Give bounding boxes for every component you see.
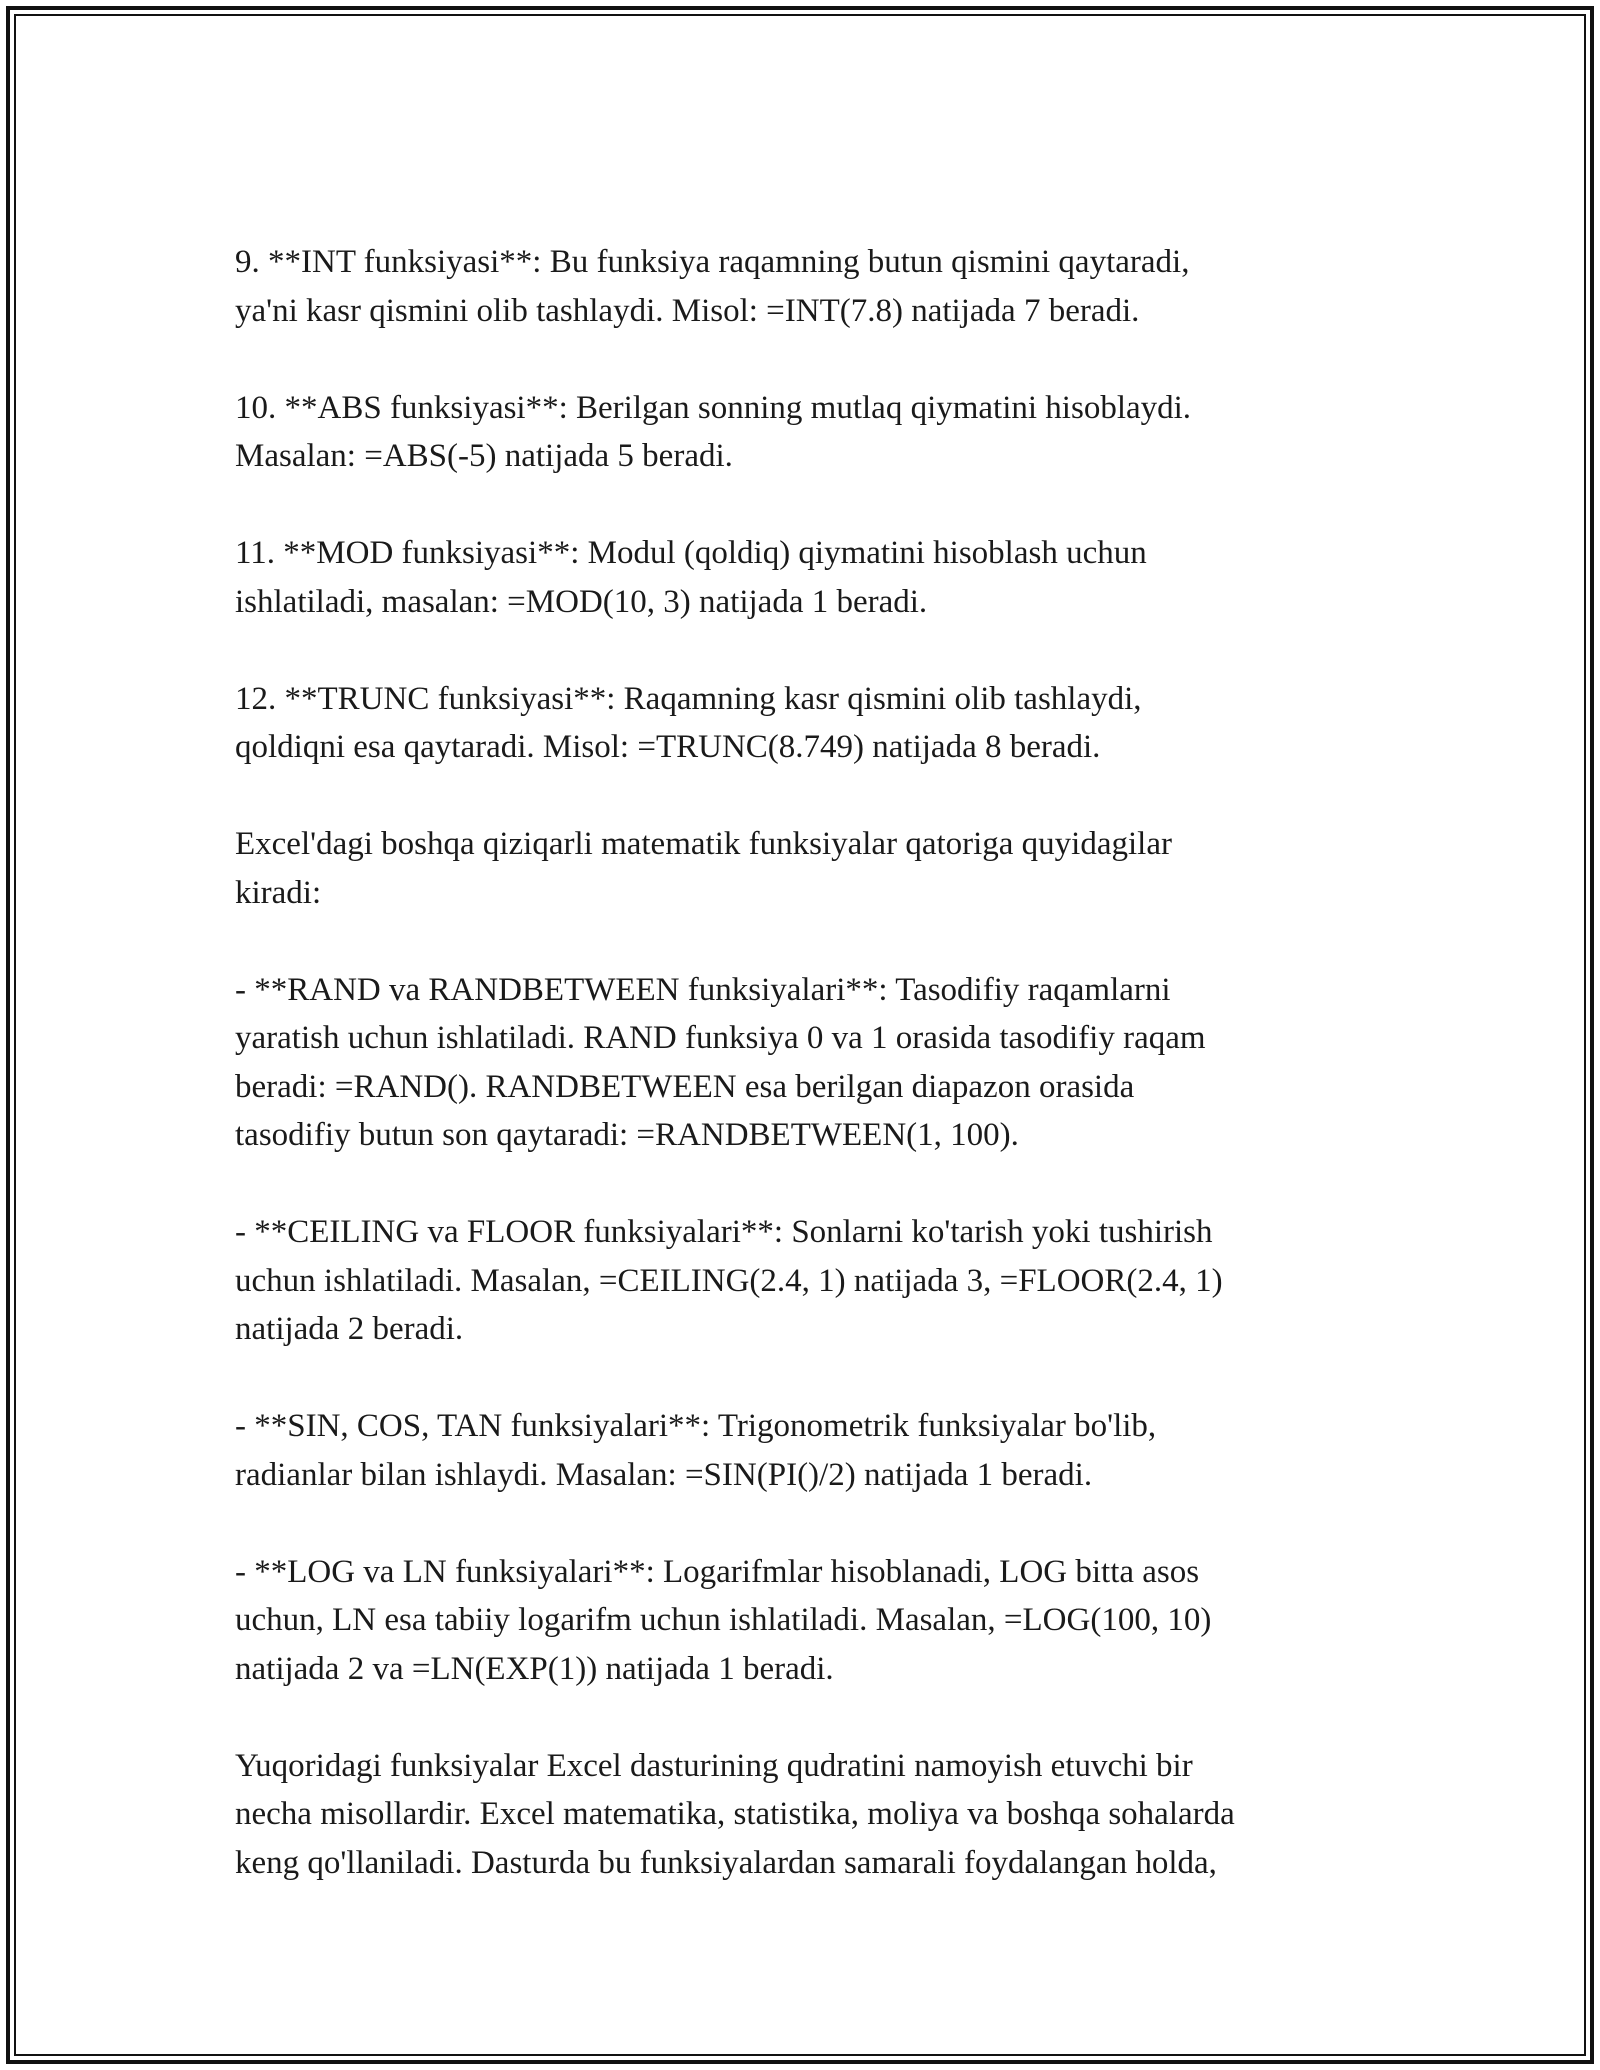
text-line: uchun ishlatiladi. Masalan, =CEILING(2.4, 1) natijada 3, =FLOOR(2.4, 1) [235,1262,1223,1299]
paragraph-intro [235,820,1365,917]
paragraph-abs-function [235,384,1365,481]
text-line: - **RAND va RANDBETWEEN funksiyalari**: Tasodifiy raqamlarni [235,971,1171,1008]
text-line: qoldiqni esa qaytaradi. Misol: =TRUNC(8.749) natijada 8 beradi. [235,729,1101,765]
text-line: Excel'dagi boshqa qiziqarli matematik funksiyalar qatoriga quyidagilar [235,826,1172,862]
text-line: Yuqoridagi funksiyalar Excel dasturining qudratini namoyish etuvchi bir [235,1747,1193,1784]
paragraph-log-ln-functions [235,1548,1365,1694]
text-line: natijada 2 va =LN(EXP(1)) natijada 1 beradi. [235,1650,834,1687]
paragraph-int-function [235,238,1365,335]
text-line: beradi: =RAND(). RANDBETWEEN esa berilgan diapazon orasida [235,1068,1135,1105]
text-line: 11. **MOD funksiyasi**: Modul (qoldiq) qiymatini hisoblash uchun [235,535,1147,571]
text-line: kiradi: [235,874,322,911]
text-line: - **SIN, COS, TAN funksiyalari**: Trigonometrik funksiyalar bo'lib, [235,1408,1157,1444]
text-line: 12. **TRUNC funksiyasi**: Raqamning kasr qismini olib tashlaydi, [235,680,1142,717]
text-line: yaratish uchun ishlatiladi. RAND funksiya 0 va 1 orasida tasodifiy raqam [235,1020,1206,1056]
text-line: - **LOG va LN funksiyalari**: Logarifmlar hisoblanadi, LOG bitta asos [235,1553,1200,1590]
paragraph-trunc-function [235,675,1365,772]
text-line: uchun, LN esa tabiiy logarifm uchun ishlatiladi. Masalan, =LOG(100, 10) [235,1602,1212,1638]
paragraph-rand-functions [235,966,1365,1160]
text-line: - **CEILING va FLOOR funksiyalari**: Sonlarni ko'tarish yoki tushirish [235,1214,1213,1250]
paragraph-mod-function [235,529,1365,626]
text-line: 9. **INT funksiyasi**: Bu funksiya raqamning butun qismini qaytaradi, [235,244,1190,280]
paragraph-ceiling-floor-functions [235,1208,1365,1354]
text-line: 10. **ABS funksiyasi**: Berilgan sonning mutlaq qiymatini hisoblaydi. [235,389,1192,426]
document-body [235,238,1365,1887]
text-line: natijada 2 beradi. [235,1311,464,1347]
text-line: ishlatiladi, masalan: =MOD(10, 3) natijada 1 beradi. [235,583,928,620]
text-line: necha misollardir. Excel matematika, statistika, moliya va boshqa sohalarda [235,1796,1235,1832]
paragraph-conclusion [235,1742,1365,1888]
text-line: Masalan: =ABS(-5) natijada 5 beradi. [235,438,733,474]
text-line: tasodifiy butun son qaytaradi: =RANDBETWEEN(1, 100). [235,1117,1019,1153]
text-line: keng qo'llaniladi. Dasturda bu funksiyalardan samarali foydalangan holda, [235,1844,1217,1881]
text-line: ya'ni kasr qismini olib tashlaydi. Misol: =INT(7.8) natijada 7 beradi. [235,292,1140,329]
paragraph-trig-functions [235,1402,1365,1499]
text-line: radianlar bilan ishlaydi. Masalan: =SIN(PI()/2) natijada 1 beradi. [235,1456,1093,1493]
